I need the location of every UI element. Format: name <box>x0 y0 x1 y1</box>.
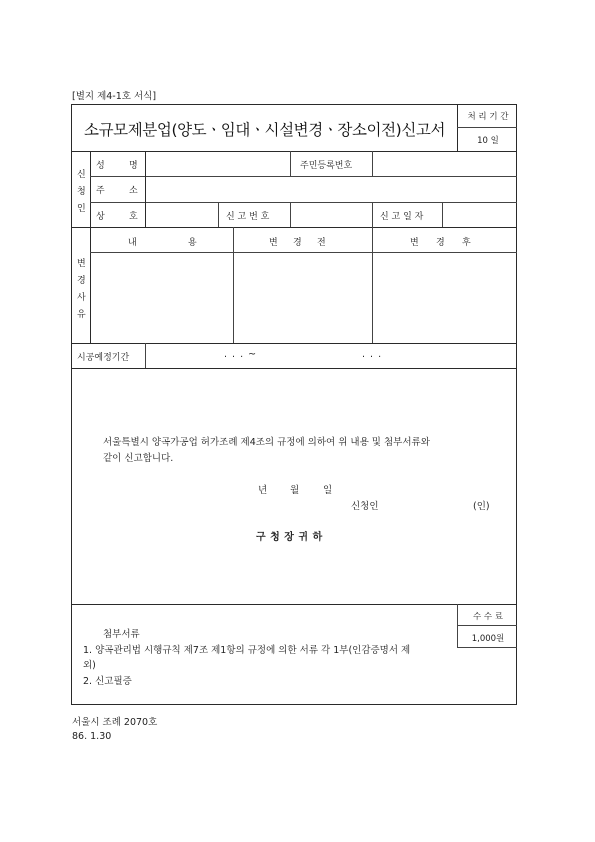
report-number-label: 신 고 번 호 <box>226 212 270 222</box>
content-field[interactable] <box>92 254 231 342</box>
construction-period-start[interactable]: . . . ~ <box>224 349 258 360</box>
form-title: 소규모제분업(양도ㆍ임대ㆍ시설변경ㆍ장소이전)신고서 <box>84 121 446 139</box>
ordinance-number: 서울시 조례 2070호 <box>72 717 158 728</box>
report-date-field[interactable] <box>444 204 515 226</box>
attachment-item-1: 1. 양곡관리법 시행규칙 제7조 제1항의 규정에 의한 서류 각 1부(인감증명서 제 <box>83 645 411 656</box>
after-field[interactable] <box>374 254 515 342</box>
form-reference: [별지 제4-1호 서식] <box>72 91 157 102</box>
report-date-label: 신 고 일 자 <box>380 212 424 222</box>
construction-period-end[interactable]: . . . <box>362 349 383 360</box>
attachments-title: 첨부서류 <box>103 629 140 640</box>
fee-value: 1,000원 <box>471 634 505 644</box>
declaration-text-line1: 서울특별시 양곡가공업 허가조례 제4조의 규정에 의하여 위 내용 및 첨부서류와 <box>103 437 430 448</box>
processing-period-label: 처 리 기 간 <box>467 112 509 122</box>
before-field[interactable] <box>235 254 370 342</box>
attachment-item-2: 2. 신고필증 <box>83 676 132 687</box>
declaration-text-line2: 같이 신고합니다. <box>103 453 174 464</box>
report-number-field[interactable] <box>292 204 370 226</box>
addressee: 구 청 장 귀 하 <box>256 532 323 543</box>
name-field[interactable] <box>147 153 288 175</box>
seal-mark: (인) <box>473 501 490 512</box>
attachment-item-1-continued: 외) <box>83 660 96 671</box>
trade-name-field[interactable] <box>147 204 216 226</box>
ordinance-date: 86. 1.30 <box>72 731 112 742</box>
fee-label: 수 수 료 <box>472 612 504 622</box>
resident-number-label: 주민등록번호 <box>300 161 353 171</box>
processing-period-value: 10 일 <box>477 136 499 146</box>
construction-period-label: 시공예정기간 <box>77 353 130 363</box>
applicant-signature-label: 신청인 <box>351 501 379 512</box>
address-field[interactable] <box>147 178 515 200</box>
resident-number-field[interactable] <box>374 153 515 175</box>
